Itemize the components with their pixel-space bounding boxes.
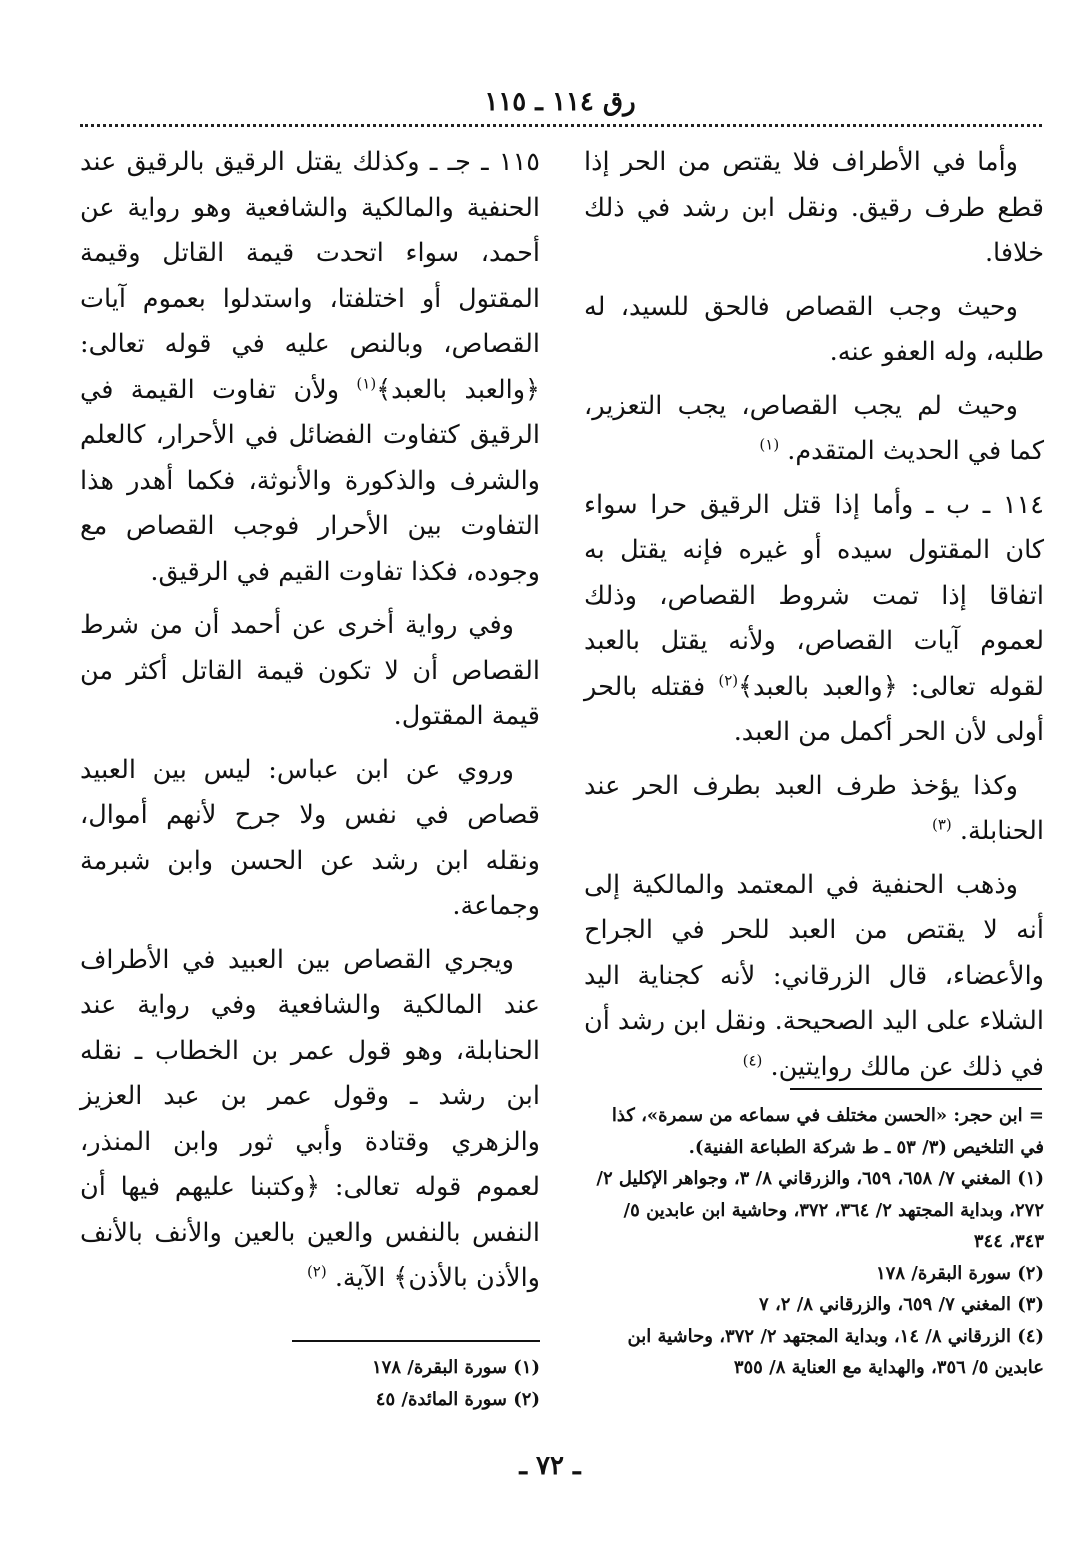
footnote-separator bbox=[292, 1340, 540, 1342]
paragraph: وأما في الأطراف فلا يقتص من الحر إذا قطع طرف رقيق. ونقل ابن رشد في ذلك خلافا. bbox=[584, 147, 1044, 268]
paragraph: وحيث لم يجب القصاص، يجب التعزير، كما في الحديث المتقدم. $^{(١)}$ bbox=[584, 390, 1044, 466]
footnotes-left bbox=[80, 1352, 540, 1415]
paragraph: وكذا يؤخذ طرف العبد بطرف الحر عند الحنابلة. $^{(٣)}$ bbox=[584, 770, 1044, 846]
footnote: (٢) سورة البقرة/ ١٧٨ bbox=[876, 1262, 1044, 1284]
paragraph: ١١٤ ـ ب ـ وأما إذا قتل الرقيق حرا سواء كان المقتول سيده أو غيره فإنه يقتل به اتفاقا إذا تمت شروط القصاص، وذلك لعموم آيات القصاص، ولأنه يقتل بالعبد لقوله تعالى: ﴿والعبد بالعبد﴾$^{(٢)}$ فقتله بالحر أولى لأن الحر أكمل من العبد. bbox=[584, 489, 1045, 747]
footnote-ref: (٢) bbox=[306, 1262, 327, 1281]
paragraph: وحيث وجب القصاص فالحق للسيد، له طلبه، وله العفو عنه. bbox=[584, 291, 1044, 367]
footnote-ref: (٣) bbox=[932, 815, 952, 834]
page-number: ـ ٧٢ ـ bbox=[519, 1451, 581, 1481]
footnote-ref: (١) bbox=[759, 435, 780, 454]
paragraph: وروي عن ابن عباس: ليس بين العبيد قصاص في نفس ولا جرح لأنهم أموال، ونقله ابن رشد عن الحسن وابن شبرمة وجماعة. bbox=[80, 754, 540, 921]
paragraph: ويجري القصاص بين العبيد في الأطراف عند المالكية والشافعية وفي رواية عند الحنابلة، وهو قول عمر بن الخطاب ـ نقله ابن رشد ـ وقول عمر بن عبد العزيز والزهري وقتادة وأبي ثور وابن المنذر، لعموم قوله تعالى: ﴿وكتبنا عليهم فيها أن النفس بالنفس والعين بالعين والأنف بالأنف والأذن بالأذن﴾ الآية. $^{(٢)}$ bbox=[80, 944, 540, 1293]
footnote: (٣) المغني ٧/ ٦٥٩، والزرقاني ٨/ ٢، ٧ bbox=[759, 1294, 1044, 1315]
paragraph: ١١٥ ـ جـ ـ وكذلك يقتل الرقيق بالرقيق عند الحنفية والمالكية والشافعية وهو رواية عن أحمد، سواء اتحدت قيمة القاتل وقيمة المقتول أو اختلفتا، واستدلوا بعموم آيات القصاص، وبالنص عليه في قوله تعالى: ﴿والعبد بالعبد﴾$^{(١)}$ ولأن تفاوت القيمة في الرقيق كتفاوت الفضائل في الأحرار، كالعلم والشرف والذكورة والأنوثة، فكما أهدر هذا التفاوت بين الأحرار فوجب القصاص مع وجوده، فكذا تفاوت القيم في الرقيق. bbox=[80, 147, 540, 587]
running-header: رق ١١٤ ـ ١١٥ bbox=[484, 87, 636, 117]
footnote-ref: (٤) bbox=[742, 1051, 763, 1069]
paragraph: وذهب الحنفية في المعتمد والمالكية إلى أنه لا يقتص من العبد للحر في الجراح والأعضاء، قال الزرقاني: لأنه كجناية اليد الشلاء على اليد الصحيحة. ونقل ابن رشد أن في ذلك عن مالك روايتين. $^{(٤)}$ bbox=[584, 869, 1044, 1082]
footnote: (١) سورة البقرة/ ١٧٨ bbox=[372, 1357, 540, 1378]
footnote: (١) المغني ٧/ ٦٥٨، ٦٥٩، والزرقاني ٨/ ٣، وجواهر الإكليل ٢/ ٢٧٢، وبداية المجتهد ٢/ ٣٦٤، ٣٧٢، وحاشية ابن عابدين ٥/ ٣٤٣، ٣٤٤ bbox=[596, 1168, 1044, 1252]
footnotes-right bbox=[584, 1100, 1044, 1384]
footnote-ref: (١) bbox=[356, 374, 377, 392]
header-dotted-rule bbox=[80, 124, 1042, 127]
footnote: (٤) الزرقاني ٨/ ١٤، وبداية المجتهد ٢/ ٣٧٢، وحاشية ابن عابدين ٥/ ٣٥٦، والهداية مع العناية ٨/ ٣٥٥ bbox=[627, 1325, 1044, 1378]
footnote: = ابن حجر: «الحسن مختلف في سماعه من سمرة»، كذا في التلخيص (٣/ ٥٣ ـ ط شركة الطباعة الفنية). bbox=[611, 1105, 1044, 1158]
footnote: (٢) سورة المائدة/ ٤٥ bbox=[375, 1388, 540, 1410]
footnote-separator bbox=[790, 1088, 1042, 1090]
footnote-ref: (٢) bbox=[718, 671, 739, 689]
right-column bbox=[584, 140, 1044, 1098]
left-column bbox=[80, 140, 540, 1310]
paragraph: وفي رواية أخرى عن أحمد أن من شرط القصاص أن لا تكون قيمة القاتل أكثر من قيمة المقتول. bbox=[80, 610, 540, 731]
